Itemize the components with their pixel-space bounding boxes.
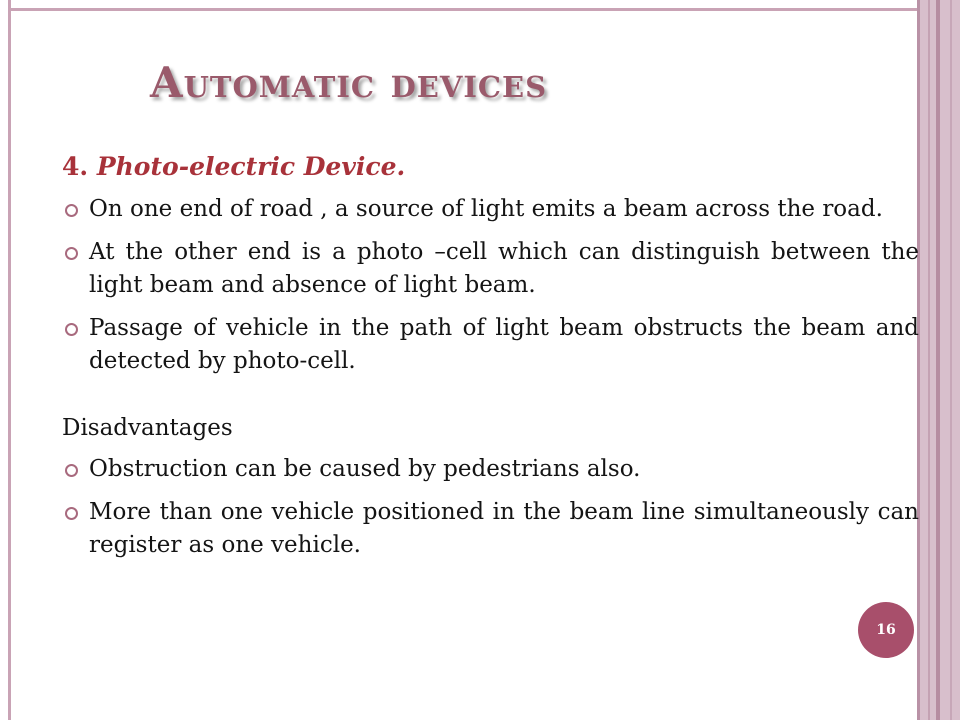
subheading-number: 4. (62, 152, 89, 181)
disadvantages-list (62, 453, 919, 562)
band-stripe (928, 0, 930, 720)
bullet-item (62, 496, 919, 562)
bullet-item (62, 312, 919, 378)
ring-bullet-icon (65, 204, 78, 217)
frame-top-line (8, 8, 920, 11)
bullet-text: Passage of vehicle in the path of light beam obstructs the beam and detected by photo-cell. (89, 315, 919, 374)
bullet-text: More than one vehicle positioned in the beam line simultaneously can register as one vehicle. (89, 499, 919, 558)
slide-content (62, 150, 919, 572)
bullet-item (62, 236, 919, 302)
band-stripe (936, 0, 940, 720)
device-bullet-list (62, 193, 919, 378)
ring-bullet-icon (65, 507, 78, 520)
bullet-text: On one end of road , a source of light emits a beam across the road. (89, 196, 883, 222)
band-stripe (950, 0, 952, 720)
page-number-badge: 16 (858, 602, 914, 658)
right-decorative-band (918, 0, 960, 720)
ring-bullet-icon (65, 247, 78, 260)
disadvantages-heading: Disadvantages (62, 415, 233, 441)
slide-title: Automatic devices (150, 58, 548, 107)
section-subheading (62, 150, 919, 183)
bullet-item (62, 193, 919, 226)
frame-left-line (8, 0, 11, 720)
bullet-item (62, 453, 919, 486)
bullet-text: Obstruction can be caused by pedestrians also. (89, 456, 641, 482)
ring-bullet-icon (65, 323, 78, 336)
subheading-text: Photo-electric Device. (96, 152, 406, 181)
bullet-text: At the other end is a photo –cell which can distinguish between the light beam and absence of light beam. (89, 239, 919, 298)
ring-bullet-icon (65, 464, 78, 477)
